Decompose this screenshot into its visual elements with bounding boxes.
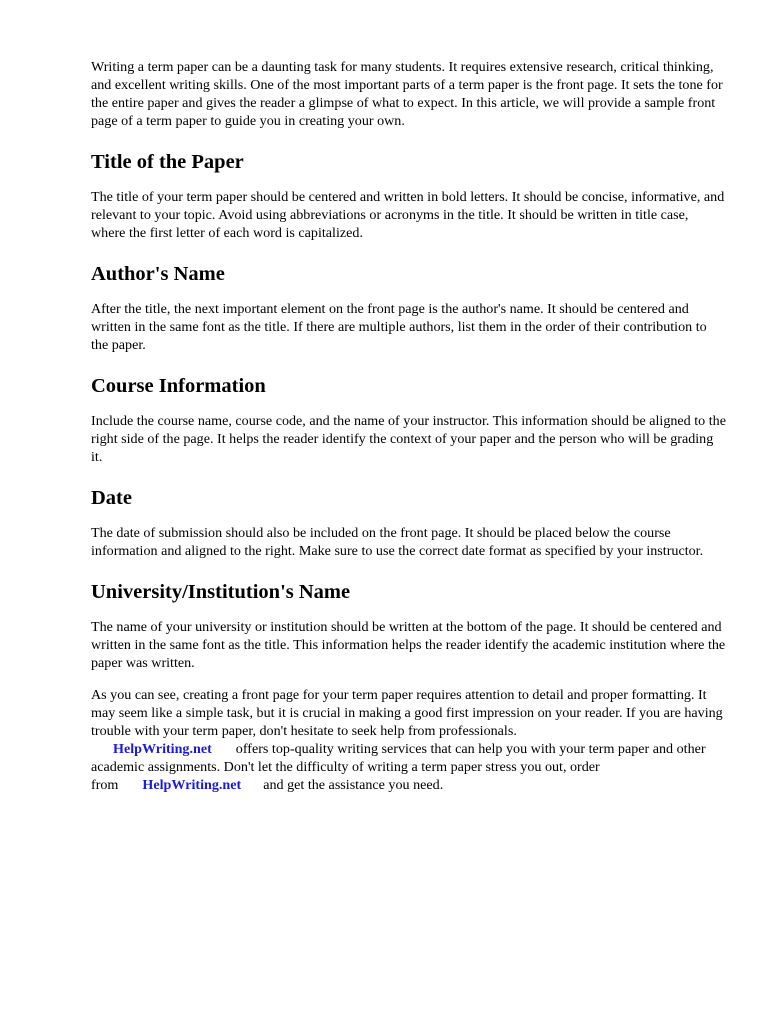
section-heading-date: Date xyxy=(91,487,132,509)
section-body-date: The date of submission should also be included on the front page. It should be placed below the course information and aligned to the right. Make sure to use the correct date format as specified by your instructor. xyxy=(91,525,704,559)
section-body-course-information: Include the course name, course code, and the name of your instructor. This information should be aligned to the right side of the page. It helps the reader identify the context of your paper and the person who will be grading it. xyxy=(91,413,726,465)
section-body-title-of-paper: The title of your term paper should be centered and written in bold letters. It should be concise, informative, and relevant to your topic. Avoid using abbreviations or acronyms in the title. It should be written in title case, where the first letter of each word is capitalized. xyxy=(91,189,725,241)
conclusion-text-2: offers top-quality writing services that can help you with your term paper and other academic assignments. Don't let the difficulty of writing a term paper stress you out, order from xyxy=(91,741,706,793)
helpwriting-link-2[interactable]: HelpWriting.net xyxy=(142,777,242,793)
conclusion-text-3: and get the assistance you need. xyxy=(263,777,444,793)
section-heading-university-name: University/Institution's Name xyxy=(91,581,351,603)
intro-paragraph: Writing a term paper can be a daunting task for many students. It requires extensive research, critical thinking, and excellent writing skills. One of the most important parts of a term paper is the front page. It sets the tone for the entire paper and gives the reader a glimpse of what to expect. In this article, we will provide a sample front page of a term paper to guide you in creating your own. xyxy=(91,59,723,129)
helpwriting-link[interactable]: HelpWriting.net xyxy=(113,741,212,757)
section-heading-title-of-paper: Title of the Paper xyxy=(91,151,244,173)
conclusion-text-1: As you can see, creating a front page for your term paper requires attention to detail and proper formatting. It may seem like a simple task, but it is crucial in making a good first impression on your reader. If you are having trouble with your term paper, don't hesitate to seek help from professionals. xyxy=(91,687,723,739)
section-heading-course-information: Course Information xyxy=(91,375,266,397)
document-page xyxy=(91,58,726,794)
conclusion-paragraph xyxy=(91,686,726,794)
section-body-university-name: The name of your university or institution should be written at the bottom of the page. It should be centered and written in the same font as the title. This information helps the reader identify the academic institution where the paper was written. xyxy=(91,619,726,671)
section-body-authors-name: After the title, the next important element on the front page is the author's name. It should be centered and written in the same font as the title. If there are multiple authors, list them in the order of their contribution to the paper. xyxy=(91,301,707,353)
section-heading-authors-name: Author's Name xyxy=(91,263,225,285)
